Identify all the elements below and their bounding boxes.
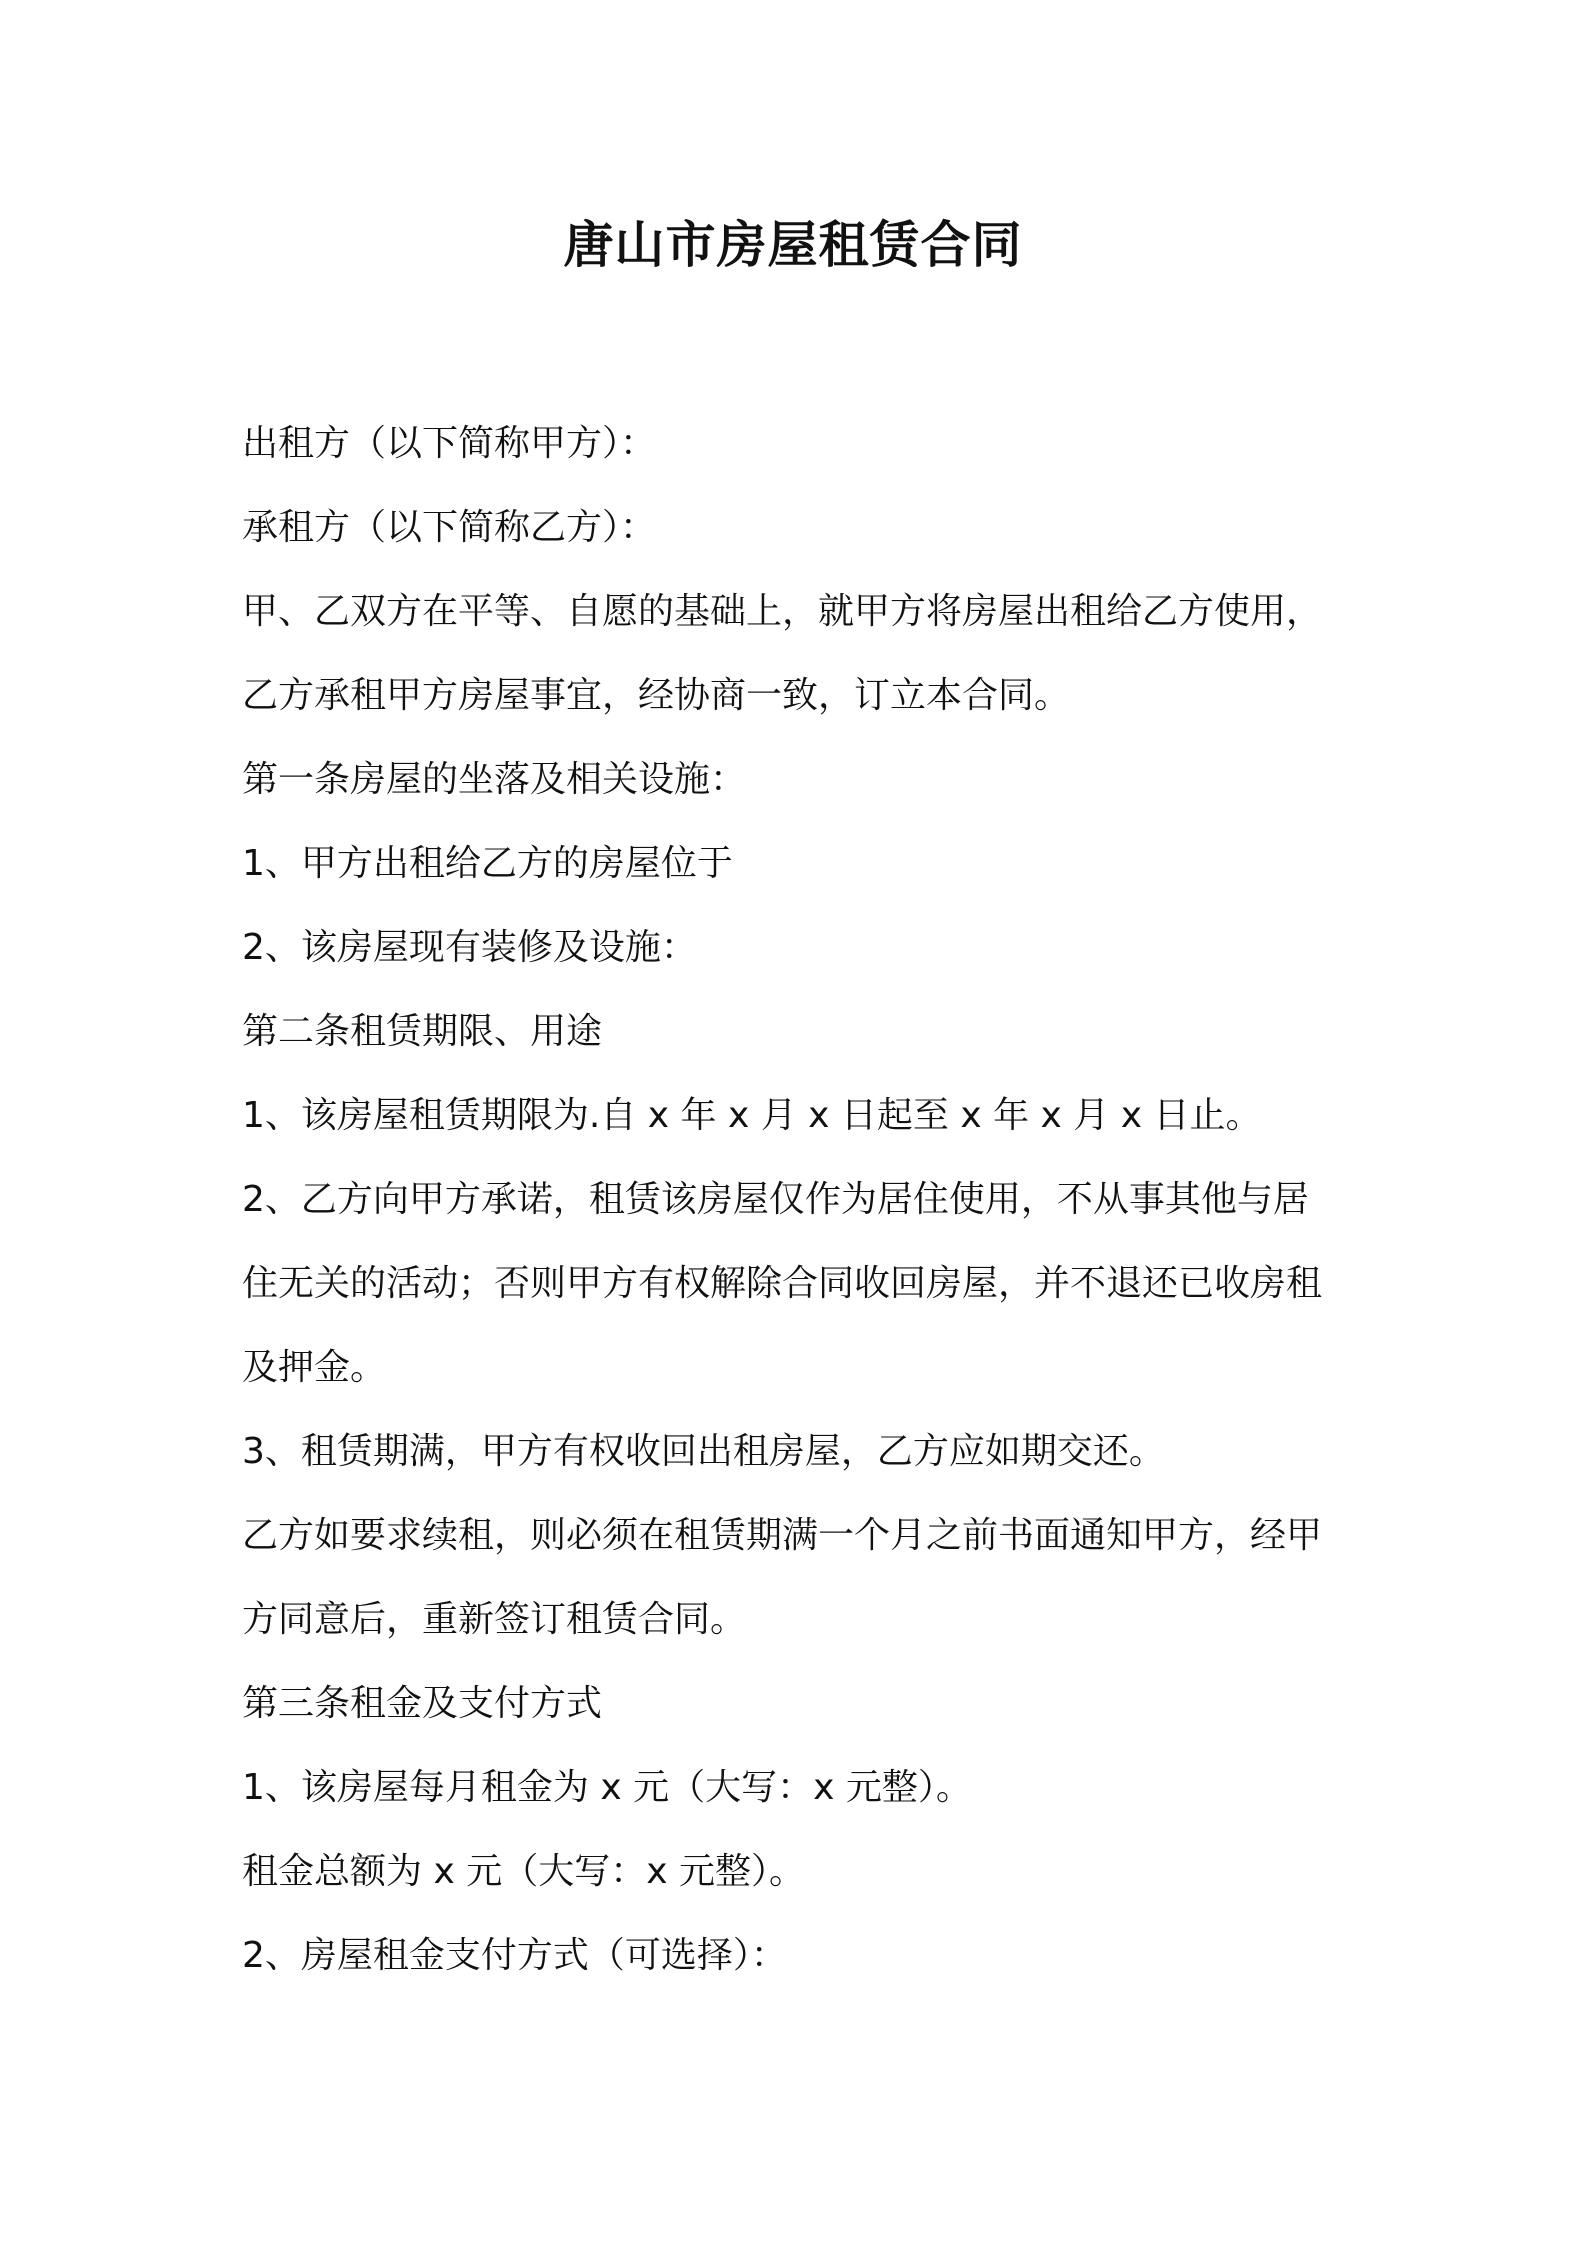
paragraph-line: 1、该房屋租赁期限为.自 x 年 x 月 x 日起至 x 年 x 月 x 日止。: [242, 1095, 1262, 1136]
paragraph-line: 住无关的活动；否则甲方有权解除合同收回房屋，并不退还已收房租: [242, 1263, 1323, 1304]
paragraph-line: 1、该房屋每月租金为 x 元（大写：x 元整）。: [242, 1767, 972, 1808]
section-heading: 第一条房屋的坐落及相关设施：: [242, 759, 747, 800]
paragraph-line: 出租方（以下简称甲方）：: [242, 423, 657, 464]
paragraph-line: 2、该房屋现有装修及设施：: [242, 927, 697, 968]
paragraph-line: 方同意后，重新签订租赁合同。: [242, 1599, 747, 1640]
paragraph-line: 3、租赁期满，甲方有权收回出租房屋，乙方应如期交还。: [242, 1431, 1165, 1472]
document-body: [242, 402, 1362, 1998]
paragraph-line: 2、乙方向甲方承诺，租赁该房屋仅作为居住使用，不从事其他与居: [242, 1179, 1309, 1220]
paragraph-line: 2、房屋租金支付方式（可选择）：: [242, 1935, 787, 1976]
paragraph-line: 及押金。: [242, 1347, 387, 1388]
section-heading: 第二条租赁期限、用途: [242, 1011, 603, 1052]
paragraph-line: 甲、乙双方在平等、自愿的基础上，就甲方将房屋出租给乙方使用，: [242, 591, 1323, 632]
paragraph-line: 乙方承租甲方房屋事宜，经协商一致，订立本合同。: [242, 675, 1071, 716]
paragraph-line: 承租方（以下简称乙方）：: [242, 507, 657, 548]
paragraph-line: 乙方如要求续租，则必须在租赁期满一个月之前书面通知甲方，经甲: [242, 1515, 1323, 1556]
document-title: 唐山市房屋租赁合同: [563, 216, 1023, 274]
paragraph-line: 1、甲方出租给乙方的房屋位于: [242, 843, 733, 884]
section-heading: 第三条租金及支付方式: [242, 1683, 603, 1724]
paragraph-line: 租金总额为 x 元（大写：x 元整）。: [242, 1851, 805, 1892]
